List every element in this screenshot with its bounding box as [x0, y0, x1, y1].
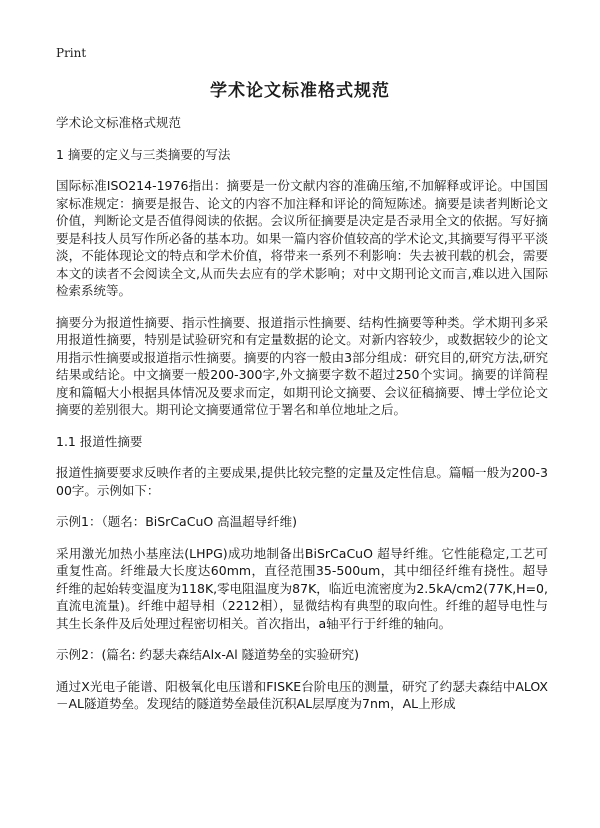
- example-1-paragraph: 采用激光加热小基座法(LHPG)成功地制备出BiSrCaCuO 超导纤维。它性能稳定,工艺可重复性高。纤维最大长度达60mm，直径范围35-500um，其中细径纤维有挠性。超导纤维的起始转变温度为118K,零电阻温度为87K，临近电流密度为2.5kA/cm2(77K,H=0,直流电流量)。纤维中超导相（2212相），显微结构有典型的取向性。纤维的超导电性与其生长条件及后处理过程密切相关。首次指出，a轴平行于纤维的轴向。: [56, 545, 548, 631]
- article-body: [56, 114, 548, 727]
- example-2-heading: 示例2：(篇名: 约瑟夫森结Alx-Al 隧道势垒的实验研究): [56, 647, 360, 662]
- paragraph-types: 摘要分为报道性摘要、指示性摘要、报道指示性摘要、结构性摘要等种类。学术期刊多采用报道性摘要，特别是试验研究和有定量数据的论文。对新内容较少，或数据较少的论文用指示性摘要或报道指示性摘要。摘要的内容一般由3部分组成：研究目的,研究方法,研究结果或结论。中文摘要一般200-300字,外文摘要字数不超过250个实词。摘要的详简程度和篇幅大小根据具体情况及要求而定，如期刊论文摘要、会议征稿摘要、博士学位论文摘要的差别很大。期刊论文摘要通常位于署名和单位地址之后。: [56, 314, 548, 417]
- print-link[interactable]: Print: [56, 46, 87, 60]
- paragraph-informative: 报道性摘要要求反映作者的主要成果,提供比较完整的定量及定性信息。篇幅一般为200-300字。示例如下：: [56, 465, 548, 498]
- section-heading-1: 1 摘要的定义与三类摘要的写法: [56, 146, 231, 162]
- example-2-paragraph: 通过X光电子能谱、阳极氧化电压谱和FISKE台阶电压的测量，研究了约瑟夫森结中ALOX－AL隧道势垒。发现结的隧道势垒最佳沉积AL层厚度为7nm，AL上形成: [56, 678, 548, 711]
- example-1-heading: 示例1：（题名：BiSrCaCuO 高温超导纤维): [56, 514, 298, 529]
- section-heading-1-1: 1.1 报道性摘要: [56, 433, 143, 449]
- page-title: 学术论文标准格式规范: [210, 81, 390, 101]
- article-subtitle: 学术论文标准格式规范: [56, 115, 182, 130]
- paragraph-definition: 国际标准ISO214-1976指出：摘要是一份文献内容的准确压缩,不加解释或评论。中国国家标准规定：摘要是报告、论文的内容不加注释和评论的简短陈述。摘要是读者判断论文价值，判断论文是否值得阅读的依据。会议所征摘要是决定是否录用全文的依据。写好摘要是科技人员写作所必备的基本功。如果一篇内容价值较高的学术论文,其摘要写得平平淡淡，不能体现论文的特点和学术价值，将带来一系列不利影响：失去被刊载的机会，需要本文的读者不会阅读全文,从而失去应有的学术影响；对中文期刊论文而言,难以进入国际检索系统等。: [56, 178, 548, 298]
